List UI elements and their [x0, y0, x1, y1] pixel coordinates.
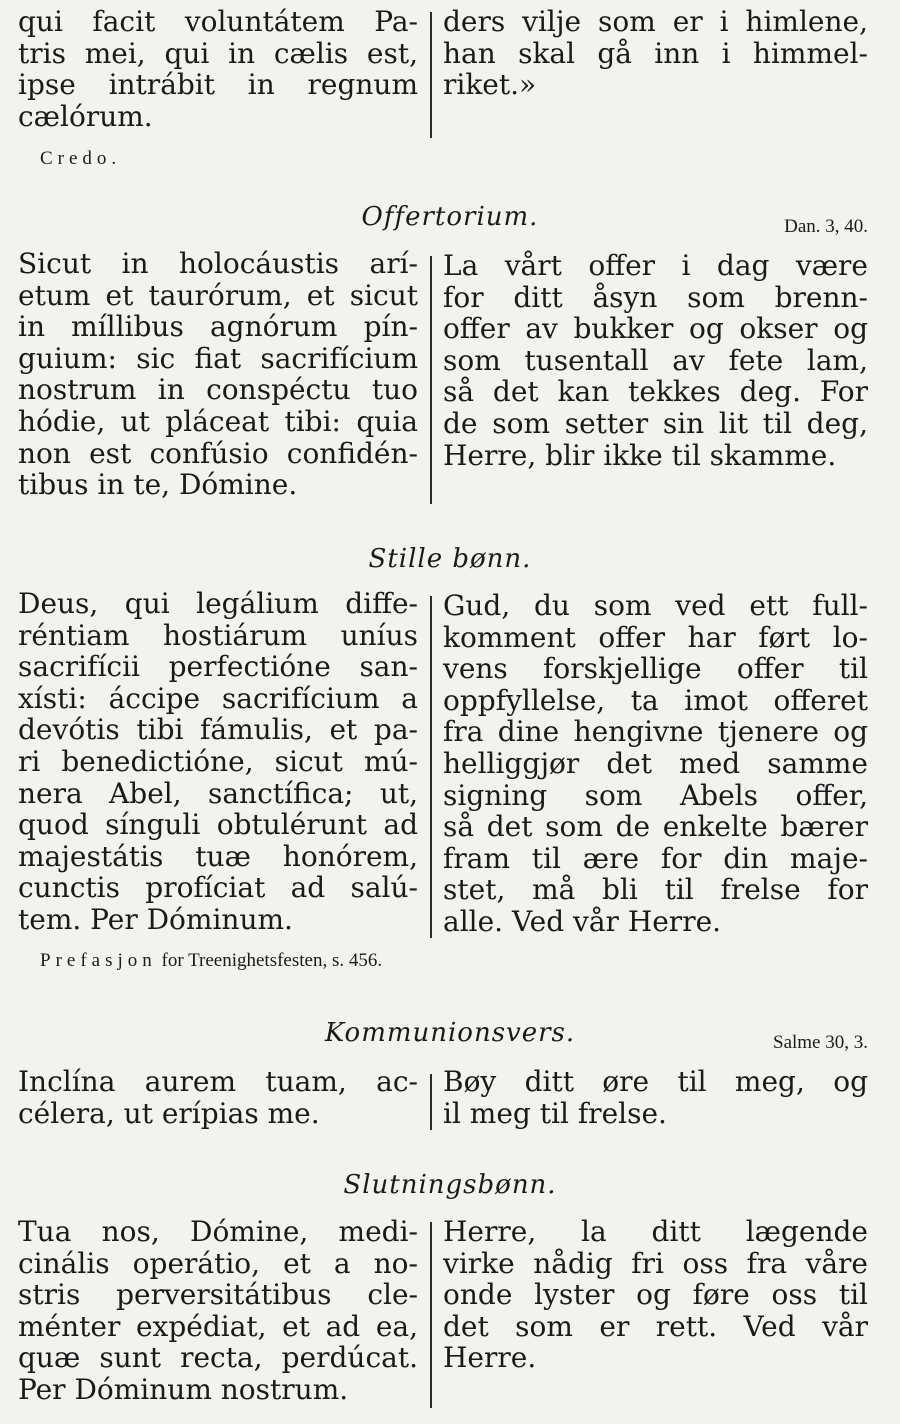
text-line: signing som Abels offer,: [443, 778, 868, 812]
text-line: cunctis profíciat ad salú-: [18, 871, 418, 905]
text-line: så det som de enkelte bærer: [443, 810, 868, 844]
credo-rubric: Credo.: [40, 148, 122, 169]
text-line: helliggjør det med samme: [443, 746, 868, 780]
stille-latin-text: [18, 588, 418, 936]
text-line: Herre, blir ikke til skamme.: [443, 438, 837, 472]
text-line: devótis tibi fámulis, et pa-: [18, 713, 418, 747]
text-line: så det kan tekkes deg. For: [443, 375, 868, 409]
text-line: for ditt åsyn som brenn-: [443, 280, 868, 314]
text-line: Herre.: [443, 1341, 537, 1375]
text-line: majestátis tuæ honórem,: [18, 839, 418, 873]
text-line: Gud, du som ved ett full-: [443, 589, 868, 622]
text-line: fra dine hengivne tjenere og: [443, 715, 868, 749]
text-line: riket.»: [443, 68, 537, 102]
text-line: tibus in te, Dómine.: [18, 468, 298, 502]
text-line: offer av bukker og okser og: [443, 312, 868, 346]
text-line: in míllibus agnórum pín-: [18, 310, 418, 344]
text-line: sacrifícii perfectióne san-: [18, 650, 418, 684]
prefasjon-rubric: [40, 950, 382, 972]
top-norwegian-text: [443, 6, 868, 101]
text-line: xísti: áccipe sacrifícium a: [18, 681, 418, 715]
stille-bonn-heading: Stille bønn.: [368, 544, 532, 574]
column-divider: [430, 596, 432, 938]
kommunion-norwegian-text: [443, 1066, 868, 1129]
text-line: Bøy ditt øre til meg, og: [443, 1065, 868, 1098]
offertorium-heading: Offertorium.: [361, 202, 539, 232]
text-line: stris perversitátibus cle-: [18, 1278, 418, 1312]
text-line: ders vilje som er i himlene,: [443, 5, 868, 38]
column-divider: [430, 1074, 432, 1130]
column-divider: [430, 12, 432, 138]
text-line: nostrum in conspéctu tuo: [18, 373, 418, 407]
text-line: quod sínguli obtulérunt ad: [18, 808, 418, 842]
text-line: non est confúsio confidén-: [18, 436, 418, 470]
slutning-latin-text: [18, 1216, 418, 1406]
text-line: cælórum.: [18, 99, 153, 133]
text-line: som tusentall av fete lam,: [443, 343, 868, 377]
text-line: réntiam hostiárum uníus: [18, 618, 418, 652]
text-line: det som er rett. Ved vår: [443, 1309, 868, 1343]
kommunionsvers-reference: Salme 30, 3.: [773, 1032, 868, 1053]
text-line: Deus, qui legálium diffe-: [18, 587, 418, 620]
offertorium-reference: Dan. 3, 40.: [784, 216, 868, 237]
text-line: etum et taurórum, et sicut: [18, 278, 418, 312]
text-line: tris mei, qui in cælis est,: [18, 36, 418, 70]
text-line: de som setter sin lit til deg,: [443, 406, 868, 440]
text-line: Inclína aurem tuam, ac-: [18, 1065, 418, 1098]
text-line: Herre, la ditt lægende: [443, 1215, 868, 1248]
text-line: alle. Ved vår Herre.: [443, 904, 722, 938]
rubric-rest: for Treenighetsfesten, s. 456.: [161, 950, 383, 971]
kommunionsvers-heading: Kommunionsvers.: [324, 1018, 576, 1048]
text-line: han skal gå inn i himmel-: [443, 36, 868, 70]
text-line: hódie, ut pláceat tibi: quia: [18, 404, 418, 438]
text-line: nera Abel, sanctífica; ut,: [18, 776, 418, 810]
text-line: virke nådig fri oss fra våre: [443, 1246, 868, 1280]
stille-norwegian-text: [443, 590, 868, 938]
text-line: komment offer har ført lo-: [443, 620, 868, 654]
text-line: quæ sunt recta, perdúcat.: [18, 1341, 418, 1375]
text-line: vens forskjellige offer til: [443, 652, 868, 686]
text-line: ménter expédiat, et ad ea,: [18, 1309, 418, 1343]
text-line: fram til ære for din maje-: [443, 841, 868, 875]
text-line: cinális operátio, et a no-: [18, 1246, 418, 1280]
text-line: Tua nos, Dómine, medi-: [18, 1215, 418, 1248]
offertorium-norwegian-text: [443, 250, 868, 471]
column-divider: [430, 256, 432, 504]
text-line: guium: sic fiat sacrifícium: [18, 341, 418, 375]
text-line: ri benedictióne, sicut mú-: [18, 744, 418, 778]
text-line: tem. Per Dóminum.: [18, 902, 293, 936]
text-line: La vårt offer i dag være: [443, 249, 868, 282]
text-line: ipse intrábit in regnum: [18, 68, 418, 102]
text-line: oppfyllelse, ta imot offeret: [443, 683, 868, 717]
text-line: stet, må bli til frelse for: [443, 873, 868, 907]
rubric-spaced-word: Prefasjon: [40, 950, 157, 971]
column-divider: [430, 1222, 432, 1408]
top-latin-text: [18, 6, 418, 132]
text-line: Per Dóminum nostrum.: [18, 1372, 349, 1406]
offertorium-latin-text: [18, 248, 418, 501]
text-line: qui facit voluntátem Pa-: [18, 5, 418, 38]
slutning-norwegian-text: [443, 1216, 868, 1374]
kommunion-latin-text: [18, 1066, 418, 1129]
text-line: onde lyster og føre oss til: [443, 1278, 868, 1312]
slutningsbonn-heading: Slutningsbønn.: [343, 1170, 557, 1200]
text-line: célera, ut erípias me.: [18, 1096, 320, 1130]
text-line: il meg til frelse.: [443, 1096, 667, 1130]
text-line: Sicut in holocáustis arí-: [18, 247, 418, 280]
